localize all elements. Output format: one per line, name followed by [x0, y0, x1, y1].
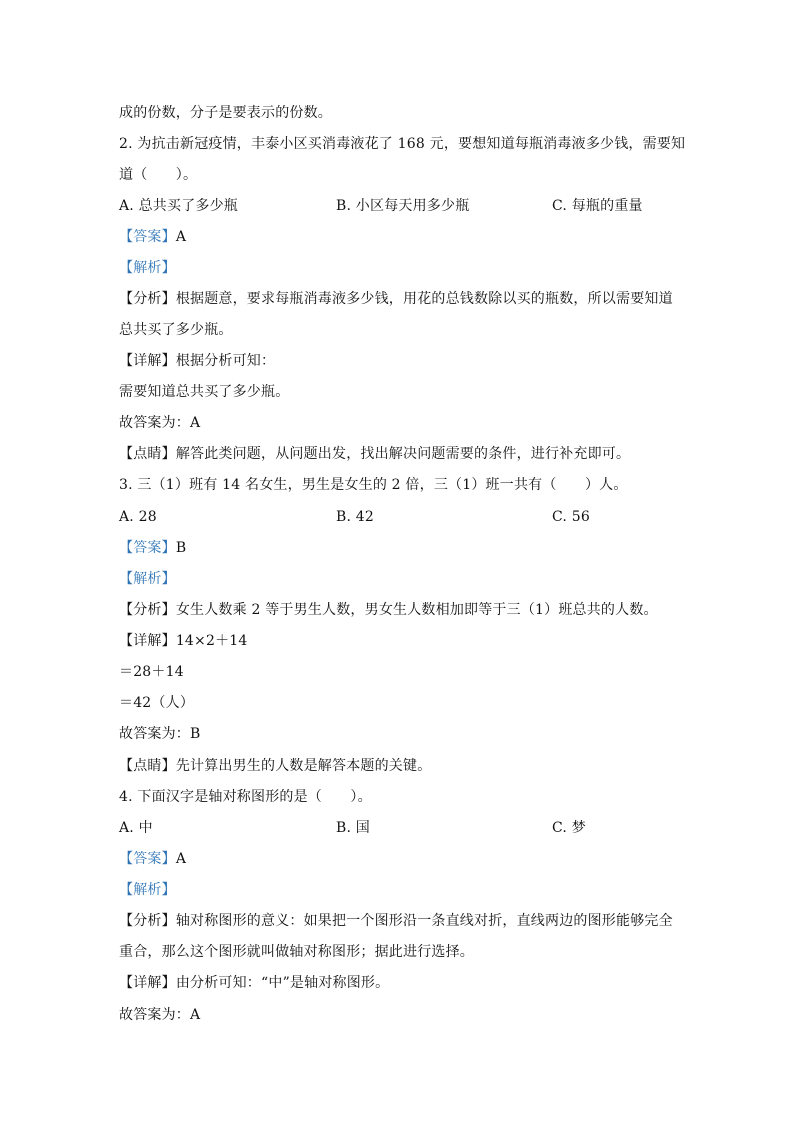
q3-final: 故答案为：B [119, 726, 201, 742]
q2-xiangjie [119, 350, 699, 372]
xiangjie-tag: 【详解】 [119, 975, 176, 991]
q3-xiangjie [119, 630, 699, 652]
q2-detail: 需要知道总共买了多少瓶。 [119, 384, 290, 400]
dianjing-tag: 【点睛】 [119, 758, 176, 774]
q3-calc-step2: ＝42（人） [119, 695, 195, 711]
q3-calc-step1: ＝28＋14 [119, 664, 184, 680]
q4-option-b: B. 国 [336, 820, 370, 836]
q2-dianjing-text: 解答此类问题，从问题出发，找出解决问题需要的条件，进行补充即可。 [175, 446, 631, 462]
q4-fenxi-line1 [119, 910, 699, 932]
q2-fenxi-line1 [119, 288, 699, 310]
q3-analysis-heading [119, 568, 699, 590]
q3-option-a: A. 28 [119, 509, 157, 525]
q4-option-c: C. 梦 [552, 820, 586, 836]
q4-fenxi-text1: 轴对称图形的意义：如果把一个图形沿一条直线对折，直线两边的图形能够完全 [175, 913, 673, 929]
xiangjie-tag: 【详解】 [119, 633, 176, 649]
q2-option-a: A. 总共买了多少瓶 [119, 198, 239, 214]
fenxi-tag: 【分析】 [119, 913, 176, 929]
analysis-tag: 【解析】 [119, 571, 176, 587]
q2-option-b: B. 小区每天用多少瓶 [336, 198, 470, 214]
xiangjie-tag: 【详解】 [119, 353, 176, 369]
q4-fenxi-line2: 重合，那么这个图形就叫做轴对称图形；据此进行选择。 [119, 944, 474, 960]
q4-answer-value: A [175, 851, 187, 867]
q2-stem-line1: 2. 为抗击新冠疫情，丰泰小区买消毒液花了 168 元，要想知道每瓶消毒液多少钱，需要知 [119, 136, 686, 152]
q2-option-c: C. 每瓶的重量 [552, 198, 643, 214]
q3-dianjing-text: 先计算出男生的人数是解答本题的关键。 [175, 758, 432, 774]
answer-tag: 【答案】 [119, 540, 176, 556]
answer-tag: 【答案】 [119, 229, 176, 245]
answer-tag: 【答案】 [119, 851, 176, 867]
q3-dianjing [119, 755, 699, 777]
q2-final: 故答案为：A [119, 415, 201, 431]
q4-final: 故答案为：A [119, 1007, 201, 1023]
q4-option-a: A. 中 [119, 820, 153, 836]
fenxi-tag: 【分析】 [119, 602, 176, 618]
q2-answer [119, 226, 699, 248]
analysis-tag: 【解析】 [119, 882, 176, 898]
q3-options [119, 506, 699, 528]
q2-options [119, 195, 699, 217]
q3-answer-value: B [175, 540, 187, 556]
q2-answer-value: A [175, 229, 187, 245]
q3-option-b: B. 42 [336, 509, 375, 525]
q2-dianjing [119, 443, 699, 465]
intro-text: 成的份数，分子是要表示的份数。 [119, 105, 332, 121]
q4-analysis-heading [119, 879, 699, 901]
q2-stem-line2: 道（ ）。 [119, 167, 198, 183]
q2-xiangjie-text: 根据分析可知： [175, 353, 276, 369]
q3-answer [119, 537, 699, 559]
q4-options [119, 817, 699, 839]
q3-option-c: C. 56 [552, 509, 590, 525]
q2-fenxi-line2: 总共买了多少瓶。 [119, 322, 233, 338]
q3-xiangjie-text: 14×2＋14 [175, 633, 248, 649]
q2-fenxi-text1: 根据题意，要求每瓶消毒液多少钱，用花的总钱数除以买的瓶数，所以需要知道 [175, 291, 673, 307]
q2-analysis-heading [119, 257, 699, 279]
q4-answer [119, 848, 699, 870]
q4-xiangjie-text: 由分析可知：“中”是轴对称图形。 [175, 975, 390, 991]
analysis-tag: 【解析】 [119, 260, 176, 276]
q3-fenxi [119, 599, 699, 621]
dianjing-tag: 【点睛】 [119, 446, 176, 462]
q3-fenxi-text: 女生人数乘 2 等于男生人数，男女生人数相加即等于三（1）班总共的人数。 [175, 602, 658, 618]
fenxi-tag: 【分析】 [119, 291, 176, 307]
q4-stem: 4. 下面汉字是轴对称图形的是（ ）。 [119, 789, 372, 805]
q3-stem: 3. 三（1）班有 14 名女生，男生是女生的 2 倍，三（1）班一共有（ ）人。 [119, 477, 628, 493]
q4-xiangjie [119, 972, 699, 994]
